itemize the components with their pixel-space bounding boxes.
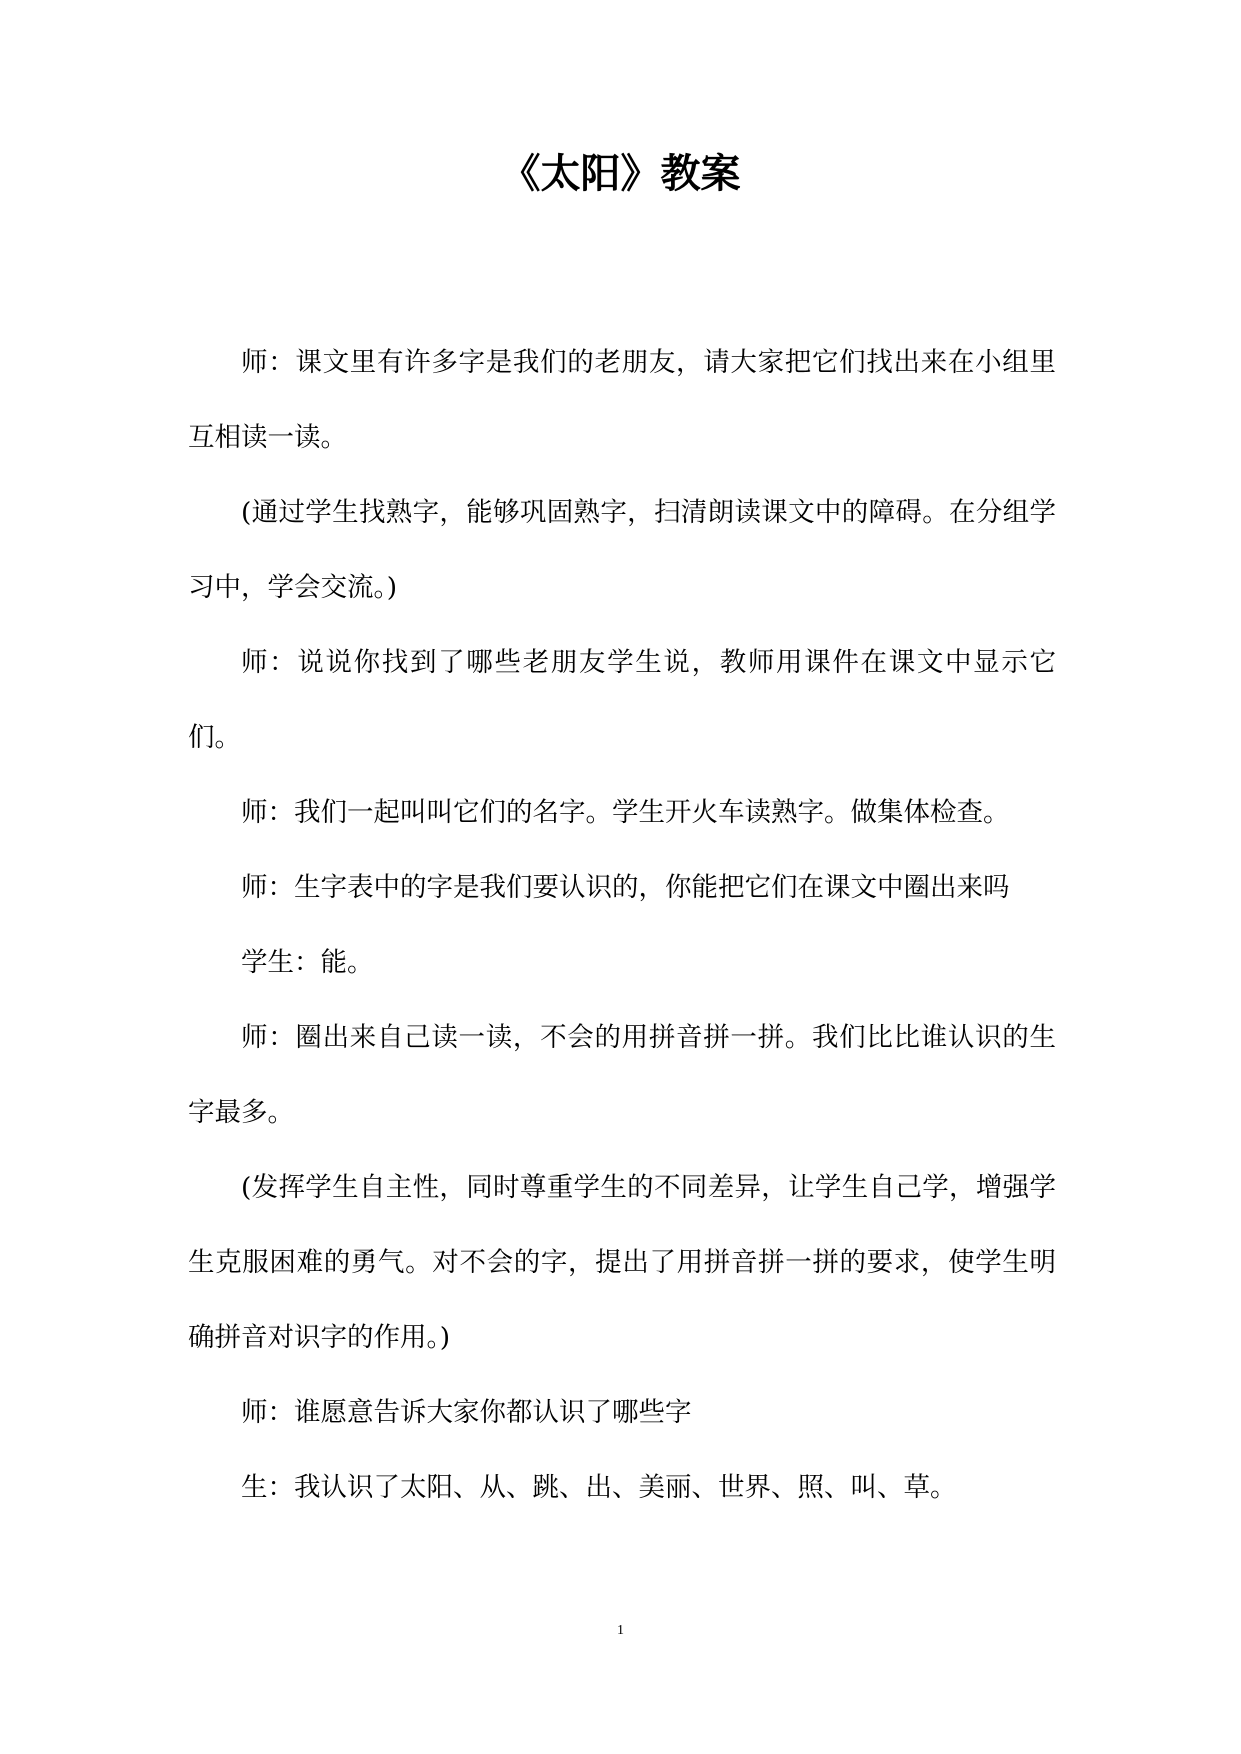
paragraph: 师：课文里有许多字是我们的老朋友，请大家把它们找出来在小组里互相读一读。 <box>188 347 1056 453</box>
paragraph: 生：我认识了太阳、从、跳、出、美丽、世界、照、叫、草。 <box>241 1472 957 1503</box>
document-title: 《太阳》教案 <box>500 151 741 197</box>
page-number: 1 <box>617 1623 624 1638</box>
paragraph: (通过学生找熟字，能够巩固熟字，扫清朗读课文中的障碍。在分组学习中，学会交流。) <box>188 497 1056 603</box>
paragraph: 学生：能。 <box>241 947 374 978</box>
paragraph: 师：生字表中的字是我们要认识的，你能把它们在课文中圈出来吗 <box>241 872 1010 903</box>
paragraph: (发挥学生自主性，同时尊重学生的不同差异，让学生自己学，增强学生克服困难的勇气。对不会的字，提出了用拼音拼一拼的要求，使学生明确拼音对识字的作用。) <box>188 1172 1056 1353</box>
paragraph: 师：我们一起叫叫它们的名字。学生开火车读熟字。做集体检查。 <box>241 797 1010 828</box>
document-body <box>188 325 1056 1525</box>
paragraph: 师：说说你找到了哪些老朋友学生说，教师用课件在课文中显示它们。 <box>188 647 1056 753</box>
paragraph: 师：圈出来自己读一读，不会的用拼音拼一拼。我们比比谁认识的生字最多。 <box>188 1022 1056 1128</box>
paragraph: 师：谁愿意告诉大家你都认识了哪些字 <box>241 1397 692 1428</box>
